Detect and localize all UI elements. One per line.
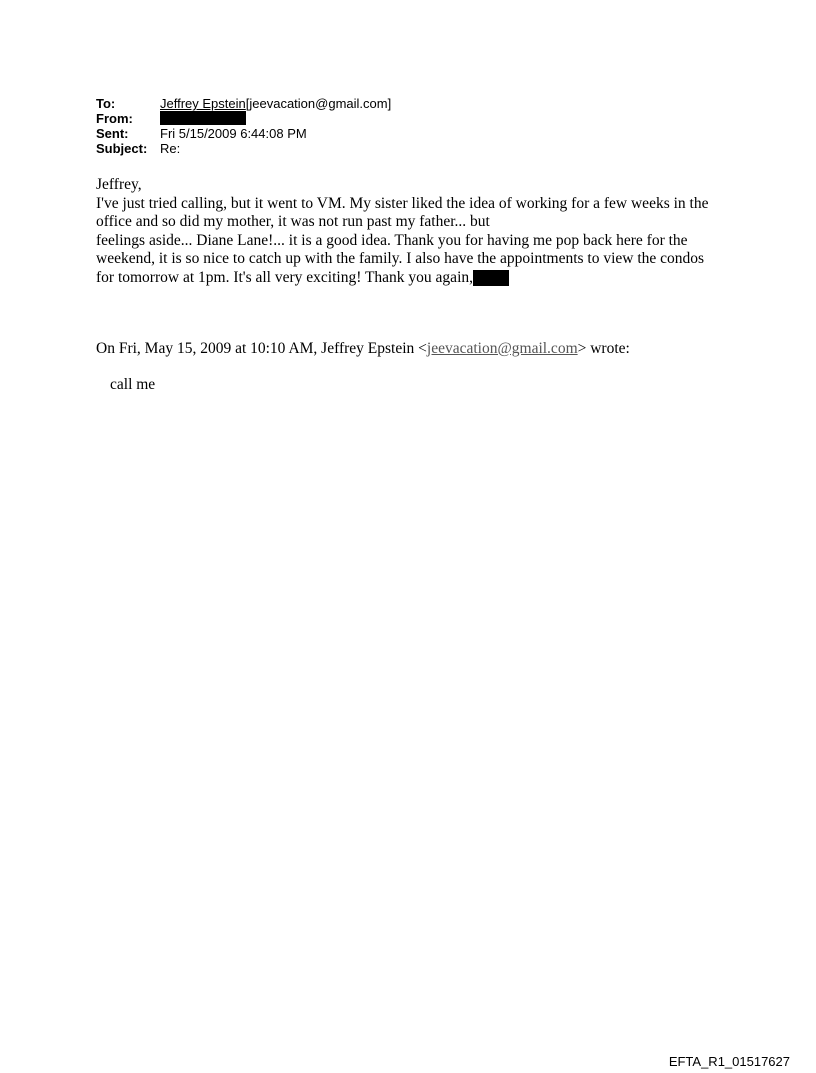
from-redaction xyxy=(160,111,246,125)
quoted-message: call me xyxy=(110,376,156,393)
sent-label: Sent: xyxy=(96,126,129,141)
sent-value: Fri 5/15/2009 6:44:08 PM xyxy=(160,126,307,141)
quote-email-link[interactable]: jeevacation@gmail.com xyxy=(426,340,578,357)
email-header xyxy=(96,96,391,156)
greeting: Jeffrey, xyxy=(96,176,142,193)
to-name: Jeffrey Epstein xyxy=(160,96,246,111)
quote-prefix: On Fri, May 15, 2009 at 10:10 AM, Jeffrey Epstein < xyxy=(96,340,427,357)
sent-row xyxy=(96,126,391,141)
to-value xyxy=(160,96,391,111)
body-line-2-text: feelings aside... Diane Lane!... it is a good idea. Thank you for having me pop back here for the weekend, it is so nice to catch up with the family. I also have the appointments to view the condos for tomorrow at 1pm. It's all very exciting! Thank you again, xyxy=(96,231,705,286)
quote-suffix: > wrote: xyxy=(577,340,630,357)
subject-row xyxy=(96,141,391,156)
from-label: From: xyxy=(96,111,133,126)
body-line-1: I've just tried calling, but it went to VM. My sister liked the idea of working for a few weeks in the office and so did my mother, it was not run past my father... but xyxy=(96,194,709,230)
body-line-2 xyxy=(96,232,726,288)
from-row xyxy=(96,111,391,126)
subject-value: Re: xyxy=(160,141,181,156)
to-row xyxy=(96,96,391,111)
subject-label: Subject: xyxy=(96,141,148,156)
email-body xyxy=(96,176,726,287)
document-id: EFTA_R1_01517627 xyxy=(668,1054,790,1069)
to-label: To: xyxy=(96,96,116,111)
signature-redaction xyxy=(473,270,509,286)
quote-attribution xyxy=(96,340,630,359)
to-email: [jeevacation@gmail.com] xyxy=(245,96,392,111)
